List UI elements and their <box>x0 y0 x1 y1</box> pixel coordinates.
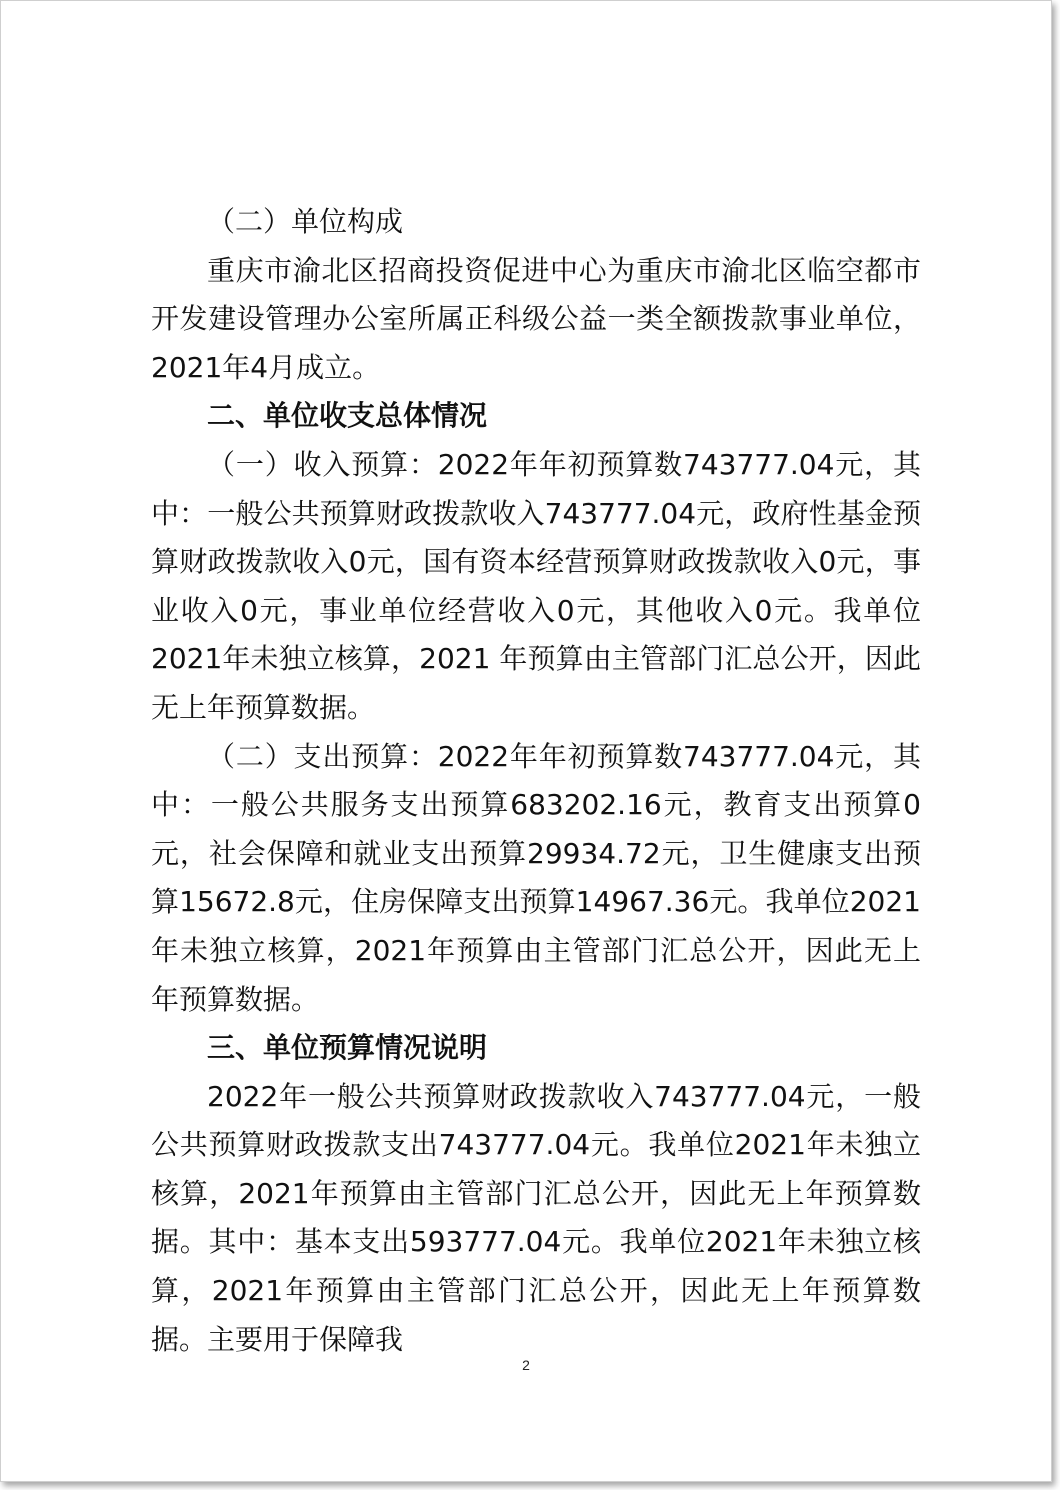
paragraph-expenditure-budget: （二）支出预算：2022年年初预算数743777.04元，其中：一般公共服务支出预算683202.16元，教育支出预算0元，社会保障和就业支出预算29934.72元，卫生健康支出预算15672.8元，住房保障支出预算14967.36元。我单位2021年未独立核算，2021年预算由主管部门汇总公开，因此无上年预算数据。 <box>151 739 921 1016</box>
document-body <box>151 198 921 1364</box>
page-number: 2 <box>522 1357 530 1373</box>
section-heading-income-expenditure: 二、单位收支总体情况 <box>207 399 488 433</box>
paragraph-income-budget: （一）收入预算：2022年年初预算数743777.04元，其中：一般公共预算财政拨款收入743777.04元，政府性基金预算财政拨款收入0元，国有资本经营预算财政拨款收入0元，事业收入0元，事业单位经营收入0元，其他收入0元。我单位2021年未独立核算，2021 年预算由主管部门汇总公开，因此无上年预算数据。 <box>151 447 921 724</box>
section-heading-budget-explanation: 三、单位预算情况说明 <box>207 1031 488 1065</box>
section-subheading-unit-composition: （二）单位构成 <box>207 205 404 238</box>
paragraph-budget-explanation: 2022年一般公共预算财政拨款收入743777.04元，一般公共预算财政拨款支出743777.04元。我单位2021年未独立核算，2021年预算由主管部门汇总公开，因此无上年预算数据。其中：基本支出593777.04元。我单位2021年未独立核算，2021年预算由主管部门汇总公开，因此无上年预算数据。主要用于保障我 <box>151 1079 921 1356</box>
paragraph-unit-description: 重庆市渝北区招商投资促进中心为重庆市渝北区临空都市开发建设管理办公室所属正科级公益一类全额拨款事业单位，2021年4月成立。 <box>151 253 921 384</box>
